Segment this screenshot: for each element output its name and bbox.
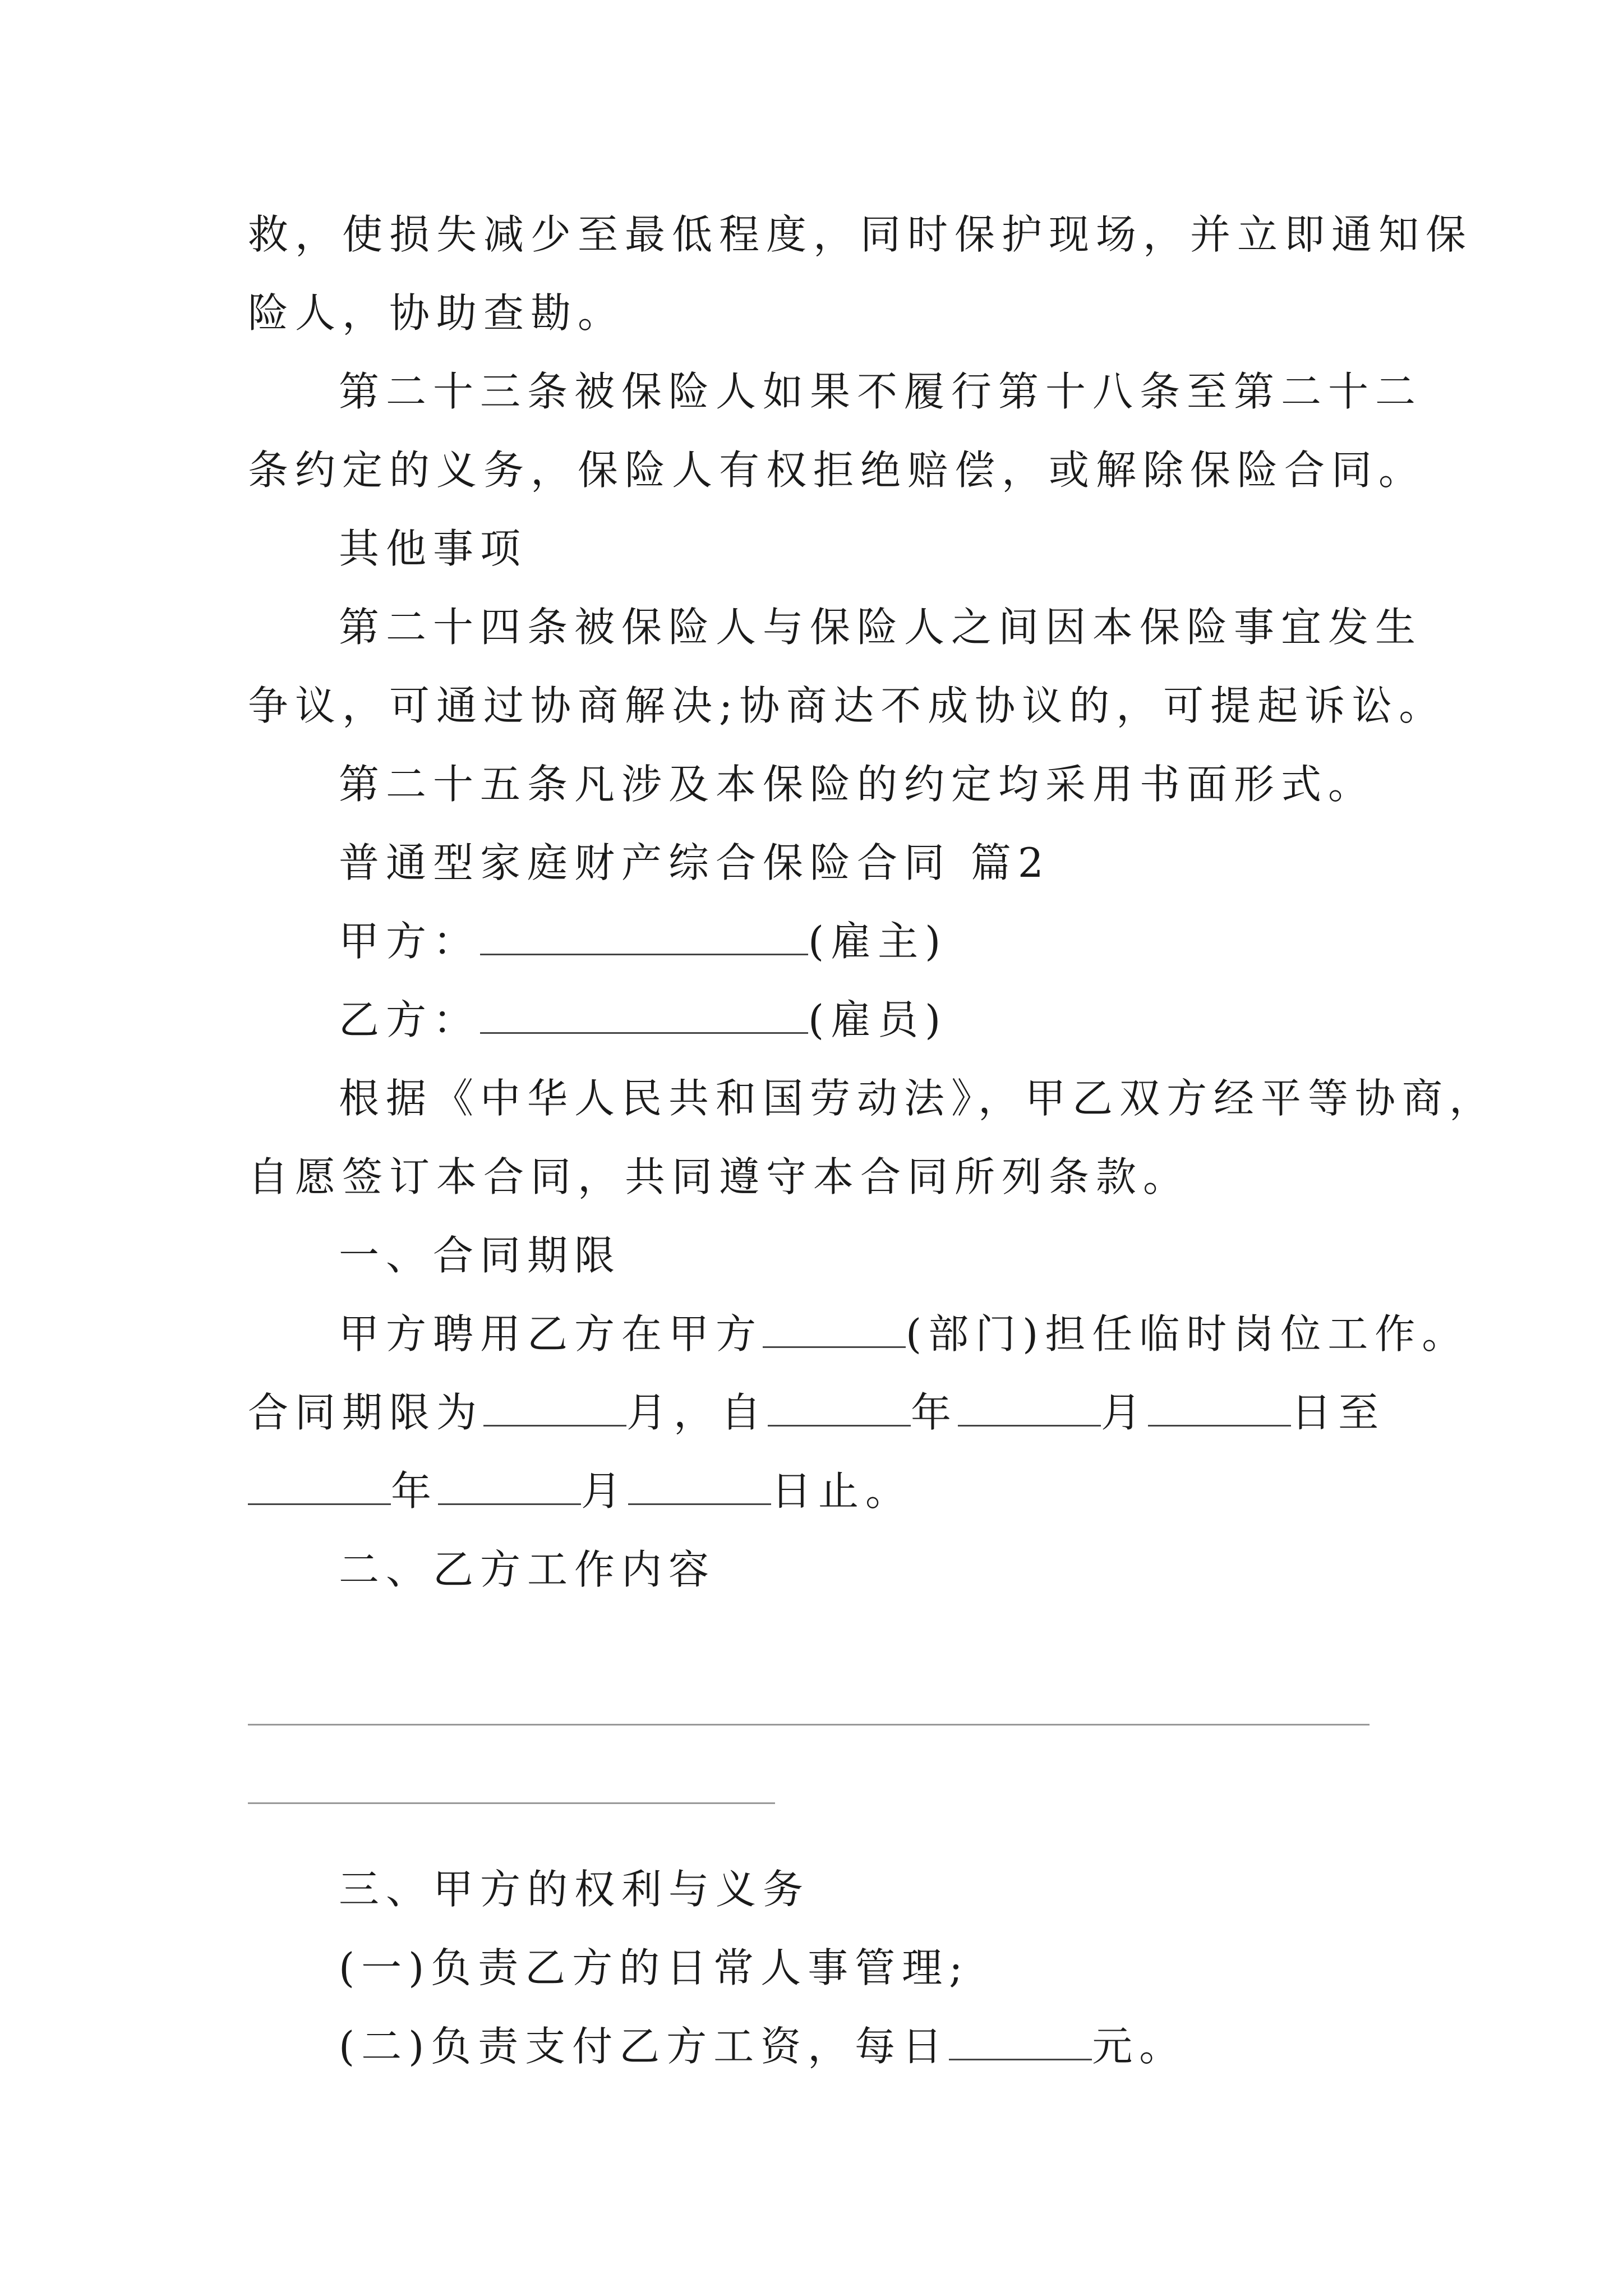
text: 合同期限为 [248, 1389, 484, 1436]
end-month-blank [438, 1464, 581, 1505]
text: (部门)担任临时岗位工作。 [906, 1310, 1469, 1358]
text: 甲方聘用乙方在甲方 [339, 1310, 763, 1358]
daily-wage-blank [949, 2019, 1092, 2060]
paragraph-line: 根据《中华人民共和国劳动法》，甲乙双方经平等协商， [339, 1075, 1497, 1122]
department-blank [763, 1307, 906, 1348]
party-b-line [339, 992, 947, 1048]
section-heading-rights: 三、甲方的权利与义务 [339, 1866, 810, 1913]
paragraph-line: 自愿签订本合同，共同遵守本合同所列条款。 [248, 1153, 1191, 1200]
start-month-blank [958, 1386, 1101, 1427]
article-23: 第二十三条被保险人如果不履行第十八条至第二十二 [339, 368, 1423, 415]
text: 月 [1101, 1389, 1149, 1436]
start-year-blank [768, 1386, 911, 1427]
term-end-line [248, 1463, 912, 1519]
party-a-blank [480, 914, 808, 955]
text: 年 [391, 1467, 439, 1515]
text: 日止。 [771, 1467, 913, 1515]
text: 元。 [1092, 2023, 1187, 2070]
text: (二)负责支付乙方工资，每日 [339, 2023, 949, 2070]
work-content-blank-1 [248, 1724, 1370, 1726]
list-item: (一)负责乙方的日常人事管理; [339, 1944, 970, 1991]
end-year-blank [248, 1464, 391, 1505]
term-line [248, 1384, 1385, 1441]
text: 月 [581, 1467, 629, 1515]
party-b-blank [480, 993, 808, 1034]
article-24: 第二十四条被保险人与保险人之间因本保险事宜发生 [339, 604, 1423, 651]
paragraph-line: 争议，可通过协商解决;协商达不成协议的，可提起诉讼。 [248, 682, 1446, 729]
party-b-label: 乙方： [339, 996, 481, 1043]
party-a-role: (雇主) [808, 918, 948, 965]
party-a-line [339, 913, 947, 969]
paragraph-line: 救，使损失减少至最低程度，同时保护现场，并立即通知保 [248, 211, 1473, 258]
wage-line [339, 2018, 1186, 2074]
employment-line [339, 1306, 1469, 1362]
text: 年 [911, 1389, 958, 1436]
paragraph-line: 险人，协助查勘。 [248, 289, 625, 337]
months-blank [483, 1386, 626, 1427]
party-b-role: (雇员) [808, 996, 948, 1043]
party-a-label: 甲方： [339, 918, 481, 965]
start-day-blank [1148, 1386, 1291, 1427]
article-25: 第二十五条凡涉及本保险的约定均采用书面形式。 [339, 761, 1376, 808]
text: 日至 [1291, 1389, 1386, 1436]
section-heading-work: 二、乙方工作内容 [339, 1546, 716, 1593]
text: 月，自 [626, 1389, 768, 1436]
contract-title: 普通型家庭财产综合保险合同 篇2 [339, 839, 1050, 886]
section-heading-other: 其他事项 [339, 525, 528, 572]
paragraph-line: 条约定的义务，保险人有权拒绝赔偿，或解除保险合同。 [248, 447, 1426, 494]
section-heading-term: 一、合同期限 [339, 1232, 622, 1279]
work-content-blank-2 [248, 1802, 775, 1804]
end-day-blank [628, 1464, 771, 1505]
